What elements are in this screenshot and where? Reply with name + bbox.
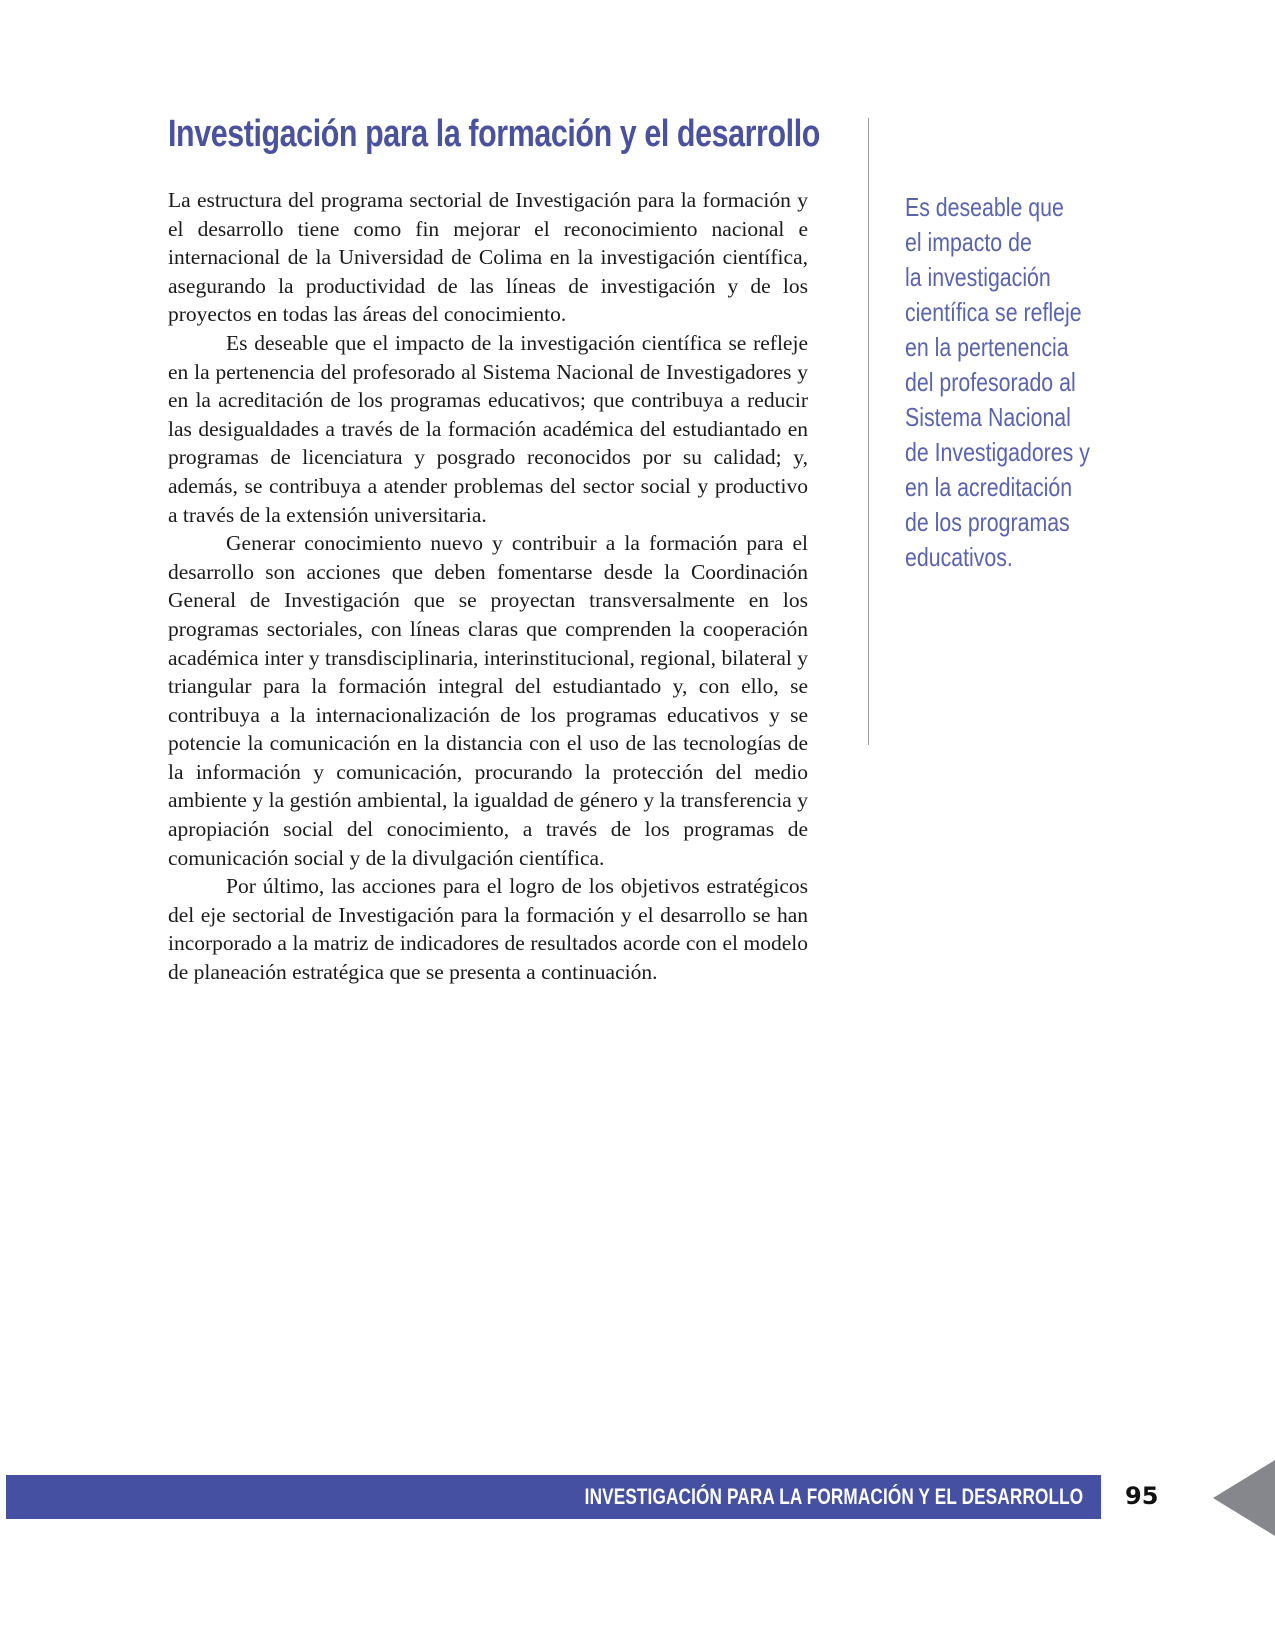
pull-quote	[905, 190, 1094, 575]
pull-quote-line: científica se refleje	[905, 297, 1082, 327]
pull-quote-line: Sistema Nacional	[905, 402, 1071, 432]
pull-quote-line: la investigación	[905, 262, 1051, 292]
paragraph: La estructura del programa sectorial de Investigación para la formación y el desarrollo tiene como fin mejorar el reconocimiento nacional e internacional de la Universidad de Colima en la investigación científica, asegurando la productividad de las líneas de investigación y de los proyectos en todas las áreas del conocimiento.	[168, 188, 808, 327]
pull-quote-line: en la pertenencia	[905, 332, 1069, 362]
footer-section-bar	[6, 1475, 1101, 1519]
pull-quote-line: de Investigadores y	[905, 437, 1090, 467]
sidebar-divider	[868, 118, 869, 745]
page-number: 95	[1125, 1482, 1159, 1510]
page-title: Investigación para la formación y el desarrollo	[168, 113, 820, 155]
triangle-left-icon	[1213, 1460, 1275, 1536]
paragraph: Es deseable que el impacto de la investigación científica se refleje en la pertenencia del profesorado al Sistema Nacional de Investigadores y en la acreditación de los programas educativos; que contribuya a reducir las desigualdades a través de la formación académica del estudiantado en programas de licenciatura y posgrado reconocidos por su calidad; y, además, se contribuya a atender problemas del sector social y productivo a través de la extensión universitaria.	[168, 330, 808, 527]
triangle-left-shape	[1213, 1460, 1275, 1536]
pull-quote-line: de los programas	[905, 507, 1070, 537]
body-text	[168, 186, 808, 987]
pull-quote-line: del profesorado al	[905, 367, 1076, 397]
paragraph: Por último, las acciones para el logro de los objetivos estratégicos del eje sectorial de Investigación para la formación y el desarrollo se han incorporado a la matriz de indicadores de resultados acorde con el modelo de planeación estratégica que se presenta a continuación.	[168, 874, 808, 985]
paragraph: Generar conocimiento nuevo y contribuir a la formación para el desarrollo son acciones que deben fomentarse desde la Coordinación General de Investigación que se proyectan transversalmente en los programas sectoriales, con líneas claras que comprenden la cooperación académica inter y transdisciplinaria, interinstitucional, regional, bilateral y triangular para la formación integral del estudiantado y, con ello, se contribuya a la internacionalización de los programas educativos y se potencie la comunicación en la distancia con el uso de las tecnologías de la información y comunicación, procurando la protección del medio ambiente y la gestión ambiental, la igualdad de género y la transferencia y apropiación social del conocimiento, a través de los programas de comunicación social y de la divulgación científica.	[168, 531, 808, 870]
pull-quote-line: en la acreditación	[905, 472, 1073, 502]
pull-quote-line: Es deseable que	[905, 192, 1064, 222]
pull-quote-line: el impacto de	[905, 227, 1032, 257]
pull-quote-line: educativos.	[905, 542, 1013, 572]
footer-section-label: INVESTIGACIÓN PARA LA FORMACIÓN Y EL DESARROLLO	[584, 1484, 1083, 1509]
